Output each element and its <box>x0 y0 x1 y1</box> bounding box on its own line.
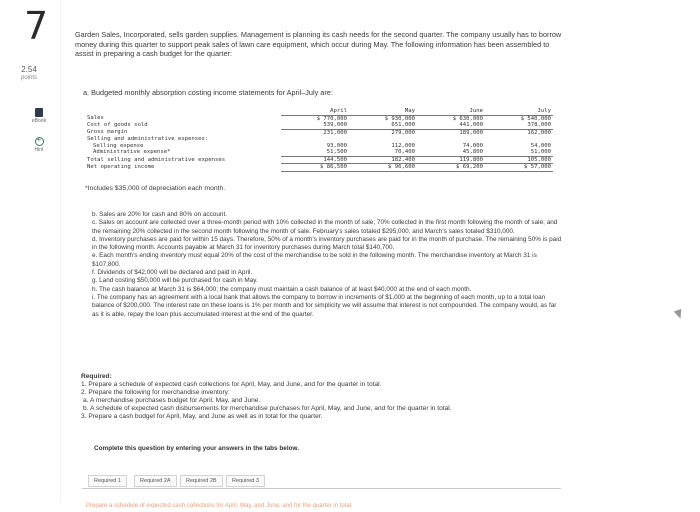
facts-list <box>92 211 564 319</box>
table-cell: $ 630,000 <box>452 115 483 122</box>
ebook-button[interactable] <box>31 108 47 124</box>
table-cell: 45,800 <box>417 149 485 156</box>
table-cell: 112,000 <box>391 142 415 149</box>
fact-item: g. Land costing $50,000 will be purchased for cash in May. <box>92 277 258 285</box>
table-cell: $ 770,000 <box>316 115 347 122</box>
table-cell: $ 86,500 <box>281 164 349 172</box>
header-blank <box>85 108 281 115</box>
required-item: 1. Prepare a schedule of expected cash collections for April, May, and June, and for the quarter in total. <box>81 381 382 389</box>
hint-label: Hint <box>34 147 44 153</box>
tab-required-3[interactable]: Required 2B <box>180 475 223 487</box>
table-cell: 119,800 <box>417 156 485 164</box>
required-title: Required: <box>81 373 112 380</box>
table-cell: 231,000 <box>323 129 347 136</box>
points-box <box>17 65 41 83</box>
table-cell: $ 540,000 <box>520 115 551 122</box>
depreciation-footnote: *Includes $35,000 of depreciation each month. <box>85 185 226 192</box>
row-label: Selling and administrative expenses: <box>87 136 209 142</box>
mouse-cursor-icon <box>674 309 685 320</box>
table-cell: 441,000 <box>417 122 485 129</box>
table-row <box>85 122 553 129</box>
table-cell: 74,000 <box>462 142 483 149</box>
tab-required-4[interactable]: Required 3 <box>226 475 265 487</box>
points-value: 2.54 <box>21 65 37 74</box>
hint-button[interactable] <box>31 137 47 153</box>
required-item: a. A merchandise purchases budget for April, May, and June. <box>83 397 261 405</box>
sidebar-divider <box>60 0 61 503</box>
intro-text: Garden Sales, Incorporated, sells garden supplies. Management is planning its cash needs for the second quarter. The company usually has to borrow money during this quarter to support peak sales of lawn care equipment, which occur during May. The following information has been assembled to assist in preparing a cash budget for the quarter: <box>75 30 562 59</box>
month-header: June <box>417 108 485 115</box>
table-cell: 378,000 <box>485 122 553 129</box>
month-header: May <box>349 108 417 115</box>
row-label: Administrative expense* <box>93 149 171 156</box>
table-row <box>85 164 553 172</box>
table-cell: 51,500 <box>281 149 349 156</box>
table-cell: 105,000 <box>485 156 553 164</box>
row-label: Cost of goods sold <box>87 122 148 129</box>
table-row <box>85 115 553 122</box>
row-label: Total selling and administrative expenses <box>87 156 226 163</box>
row-label: Gross margin <box>87 129 128 136</box>
table-cell: $ 930,000 <box>384 115 415 122</box>
hint-icon <box>35 137 44 146</box>
tab-required-2[interactable]: Required 2A <box>134 475 177 487</box>
bottom-prompt-text: Prepare a schedule of expected cash collections for April, May, and June, and for the quarter in total. <box>86 503 353 509</box>
fact-item: b. Sales are 20% for cash and 80% on account. <box>92 211 227 218</box>
table-cell: 54,000 <box>530 142 551 149</box>
table-cell: $ 69,200 <box>417 164 485 172</box>
instruction-text: Complete this question by entering your answers in the tabs below. <box>94 445 300 452</box>
required-item: b. A schedule of expected cash disbursements for merchandise purchases for April, May, and June, and for the quarter in total. <box>83 405 452 413</box>
income-statement-table <box>85 108 553 172</box>
table-cell: 93,000 <box>326 142 347 149</box>
table-cell: 70,400 <box>349 149 417 156</box>
answer-tabs <box>82 470 561 489</box>
bottom-prompt <box>86 494 431 509</box>
tab-required-1[interactable]: Required 1 <box>88 475 127 487</box>
table-row <box>85 129 553 136</box>
table-cell: 182,400 <box>349 156 417 164</box>
table-cell: 51,000 <box>485 149 553 156</box>
ebook-icon <box>35 108 43 117</box>
table-cell: 539,000 <box>281 122 349 129</box>
fact-item: e. Each month's ending inventory must equal 20% of the cost of the merchandise to be sold in the following month. The merchandise inventory at March 31 is $107,800. <box>92 252 537 268</box>
ebook-label: eBook <box>31 118 47 124</box>
required-item: 2. Prepare the following for merchandise inventory: <box>81 389 230 397</box>
table-cell: 651,000 <box>349 122 417 129</box>
part-a-text: a. Budgeted monthly absorption costing income statements for April–July are: <box>83 88 333 97</box>
fact-item: f. Dividends of $42,000 will be declared and paid in April. <box>92 269 253 277</box>
fact-item: h. The cash balance at March 31 is $64,000; the company must maintain a cash balance of at least $40,000 at the end of each month. <box>92 285 472 293</box>
table-row <box>85 156 553 164</box>
points-label: points <box>20 75 37 81</box>
required-item: 3. Prepare a cash budget for April, May, and June as well as in total for the quarter. <box>81 413 323 421</box>
fact-item: i. The company has an agreement with a local bank that allows the company to borrow in increments of $1,000 at the beginning of each month, up to a total loan balance of $200,000. The interest rate on these loans is 1% per month and for simplicity we will assume that interest is not compounded. The company would, as far as it is able, repay the loan plus accumulated interest at the end of the quarter. <box>92 293 557 318</box>
table-cell: $ 57,000 <box>485 164 553 172</box>
table-row <box>85 149 553 156</box>
row-label: Sales <box>87 115 104 122</box>
row-label: Selling expense <box>93 142 144 149</box>
fact-item: d. Inventory purchases are paid for within 15 days. Therefore, 50% of a month's inventory purchases are paid for in the month of purchase. The remaining 50% is paid in the following month. Accounts payable at March 31 for inventory purchases during March total $140,700. <box>92 235 562 252</box>
month-header: April <box>281 108 349 115</box>
table-cell: 144,500 <box>281 156 349 164</box>
question-number: 7 <box>24 4 49 48</box>
required-section <box>81 373 561 422</box>
income-header-row <box>85 108 553 115</box>
table-cell: 189,000 <box>459 129 483 136</box>
month-header: July <box>485 108 553 115</box>
row-label: Net operating income <box>87 164 155 170</box>
fact-item: c. Sales on account are collected over a three-month period with 10% collected in the month of sale; 70% collected in the first month following the month of sale; and the remaining 20% collected in the second month following the month of sale. February's sales totaled $295,000, and March's sales totaled $310,000. <box>92 219 558 235</box>
table-cell: 279,000 <box>391 129 415 136</box>
table-cell: 162,000 <box>527 129 551 136</box>
table-cell: $ 96,600 <box>349 164 417 172</box>
